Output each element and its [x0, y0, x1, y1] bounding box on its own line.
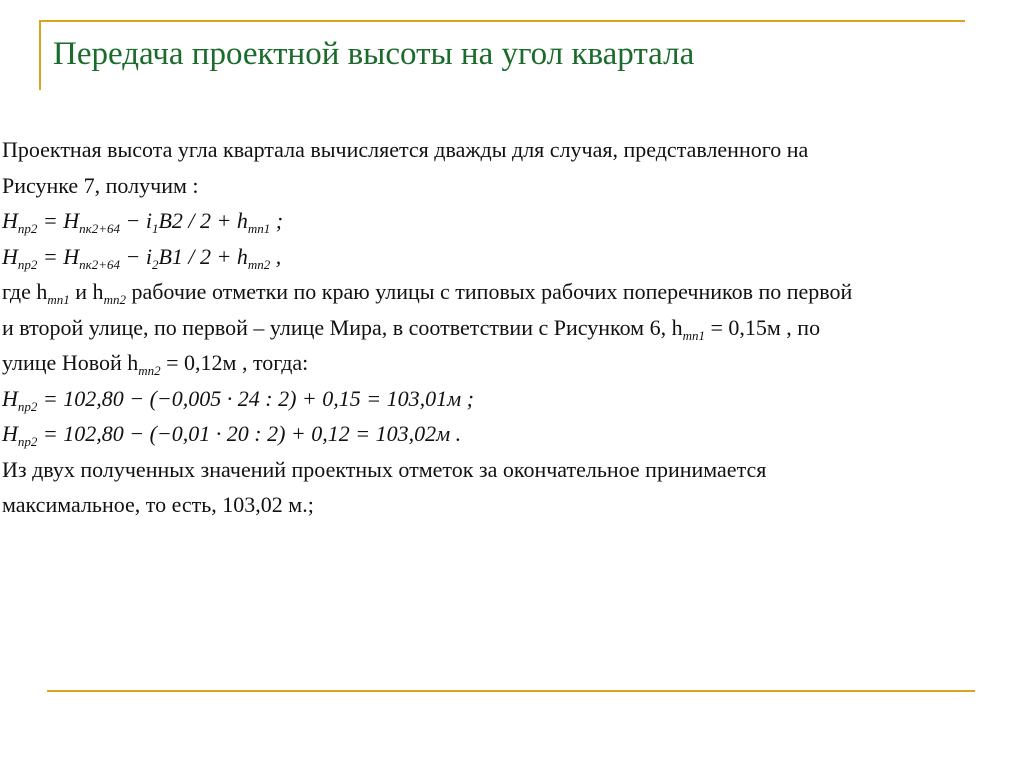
formula-3: $H_{пр2} = 102,80 - (-0,005 \cdot 24$ : 2) + 0,15 = 103,01м ; — [2, 385, 474, 414]
body-line-3: где $h_{тп1}$ и $h_{тп2}$ рабочие отметки по краю улицы с типовых рабочих поперечников по первой — [2, 279, 853, 307]
formula-1: $H_{пр2} = H_{пк2+64} - i_1B2 / 2 + h_{тп1}$ ; — [2, 208, 284, 236]
body-line-6: Из двух полученных значений проектных отметок за окончательное принимается — [2, 456, 767, 482]
frame-top-line — [40, 20, 965, 22]
slide-body — [2, 132, 1020, 523]
body-line-4: и второй улице, по первой – улице Мира, в соответствии с Рисунком 6, $h_{тп1} = 0,15м$ , по — [2, 314, 821, 343]
body-line-5: улице Новой $h_{тп2} = 0,12м$ , тогда: — [2, 350, 309, 378]
body-line-1: Проектная высота угла квартала вычисляется дважды для случая, представленного на — [2, 137, 809, 162]
frame-left-line — [39, 20, 41, 90]
slide-title: Передача проектной высоты на угол квартала — [53, 36, 695, 72]
body-line-7: максимальное, то есть, 103,02 м.; — [2, 492, 314, 517]
formula-4: $H_{пр2} = 102,80 - (-0,01 \cdot 20$ : 2) + 0,12 = 103,02м . — [2, 421, 462, 449]
formula-2: $H_{пр2} = H_{пк2+64} - i_2B1 / 2 + h_{тп2}$ , — [2, 243, 282, 272]
body-line-2: Рисунке 7, получим : — [2, 172, 199, 198]
frame-bottom-line — [47, 690, 975, 692]
